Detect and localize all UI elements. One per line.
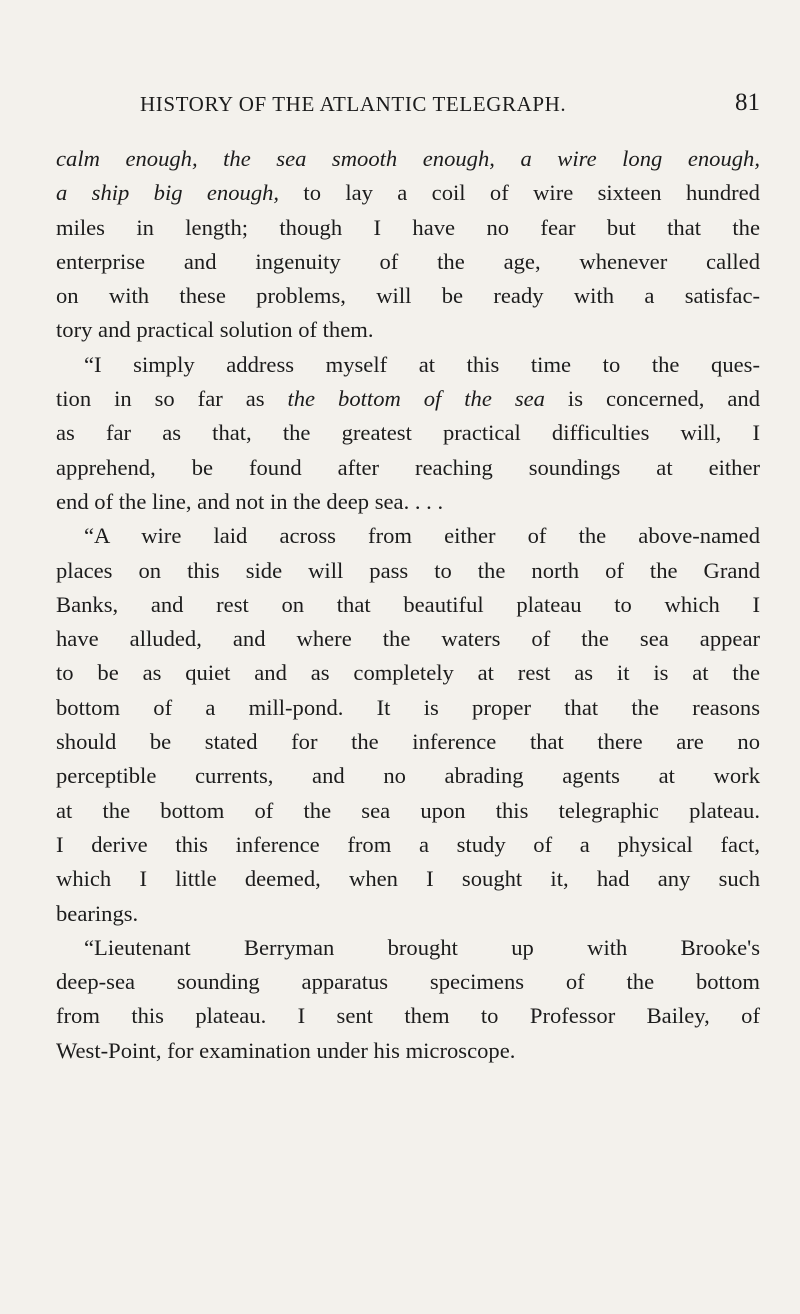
- text-line: deep-sea sounding apparatus specimens of the bottom: [56, 969, 760, 995]
- text-line: Banks, and rest on that beautiful plateau to which I: [56, 591, 760, 617]
- page-number: 81: [735, 89, 760, 116]
- text-line: I derive this inference from a study of a physical fact,: [56, 831, 760, 857]
- paragraph-start-line: “I simply address myself at this time to the ques-: [84, 351, 760, 377]
- text-line: from this plateau. I sent them to Professor Bailey, of: [56, 1003, 760, 1029]
- text-line: on with these problems, will be ready with a satisfac-: [56, 283, 760, 309]
- paragraph-start-line: “A wire laid across from either of the above-named: [84, 523, 760, 549]
- text-line: tory and practical solution of them.: [56, 317, 374, 343]
- text-line: apprehend, be found after reaching soundings at either: [56, 454, 760, 480]
- paragraph-start-line: “Lieutenant Berryman brought up with Brooke's: [84, 934, 760, 960]
- body-text: [56, 142, 760, 1068]
- text-line: as far as that, the greatest practical difficulties will, I: [56, 420, 760, 446]
- text-line: bearings.: [56, 900, 139, 926]
- text-line: calm enough, the sea smooth enough, a wire long enough,: [56, 146, 760, 171]
- text-line: end of the line, and not in the deep sea. . . .: [56, 488, 444, 514]
- text-line: perceptible currents, and no abrading agents at work: [56, 763, 760, 789]
- text-line: miles in length; though I have no fear but that the: [56, 214, 760, 240]
- text-line: places on this side will pass to the north of the Grand: [56, 557, 760, 583]
- text-line: a ship big enough, to lay a coil of wire sixteen hundred: [56, 180, 760, 206]
- header-title: HISTORY OF THE ATLANTIC TELEGRAPH.: [140, 92, 567, 116]
- text-line: which I little deemed, when I sought it, had any such: [56, 866, 760, 892]
- running-header: [140, 89, 760, 124]
- text-line: tion in so far as the bottom of the sea is concerned, and: [56, 386, 760, 412]
- text-line: bottom of a mill-pond. It is proper that the reasons: [56, 694, 760, 720]
- text-line: West-Point, for examination under his microscope.: [56, 1037, 516, 1063]
- text-line: enterprise and ingenuity of the age, whenever called: [56, 248, 760, 274]
- text-line: have alluded, and where the waters of the sea appear: [56, 626, 760, 652]
- text-line: at the bottom of the sea upon this telegraphic plateau.: [56, 797, 760, 823]
- text-line: should be stated for the inference that there are no: [56, 729, 760, 755]
- text-line: to be as quiet and as completely at rest as it is at the: [56, 660, 760, 686]
